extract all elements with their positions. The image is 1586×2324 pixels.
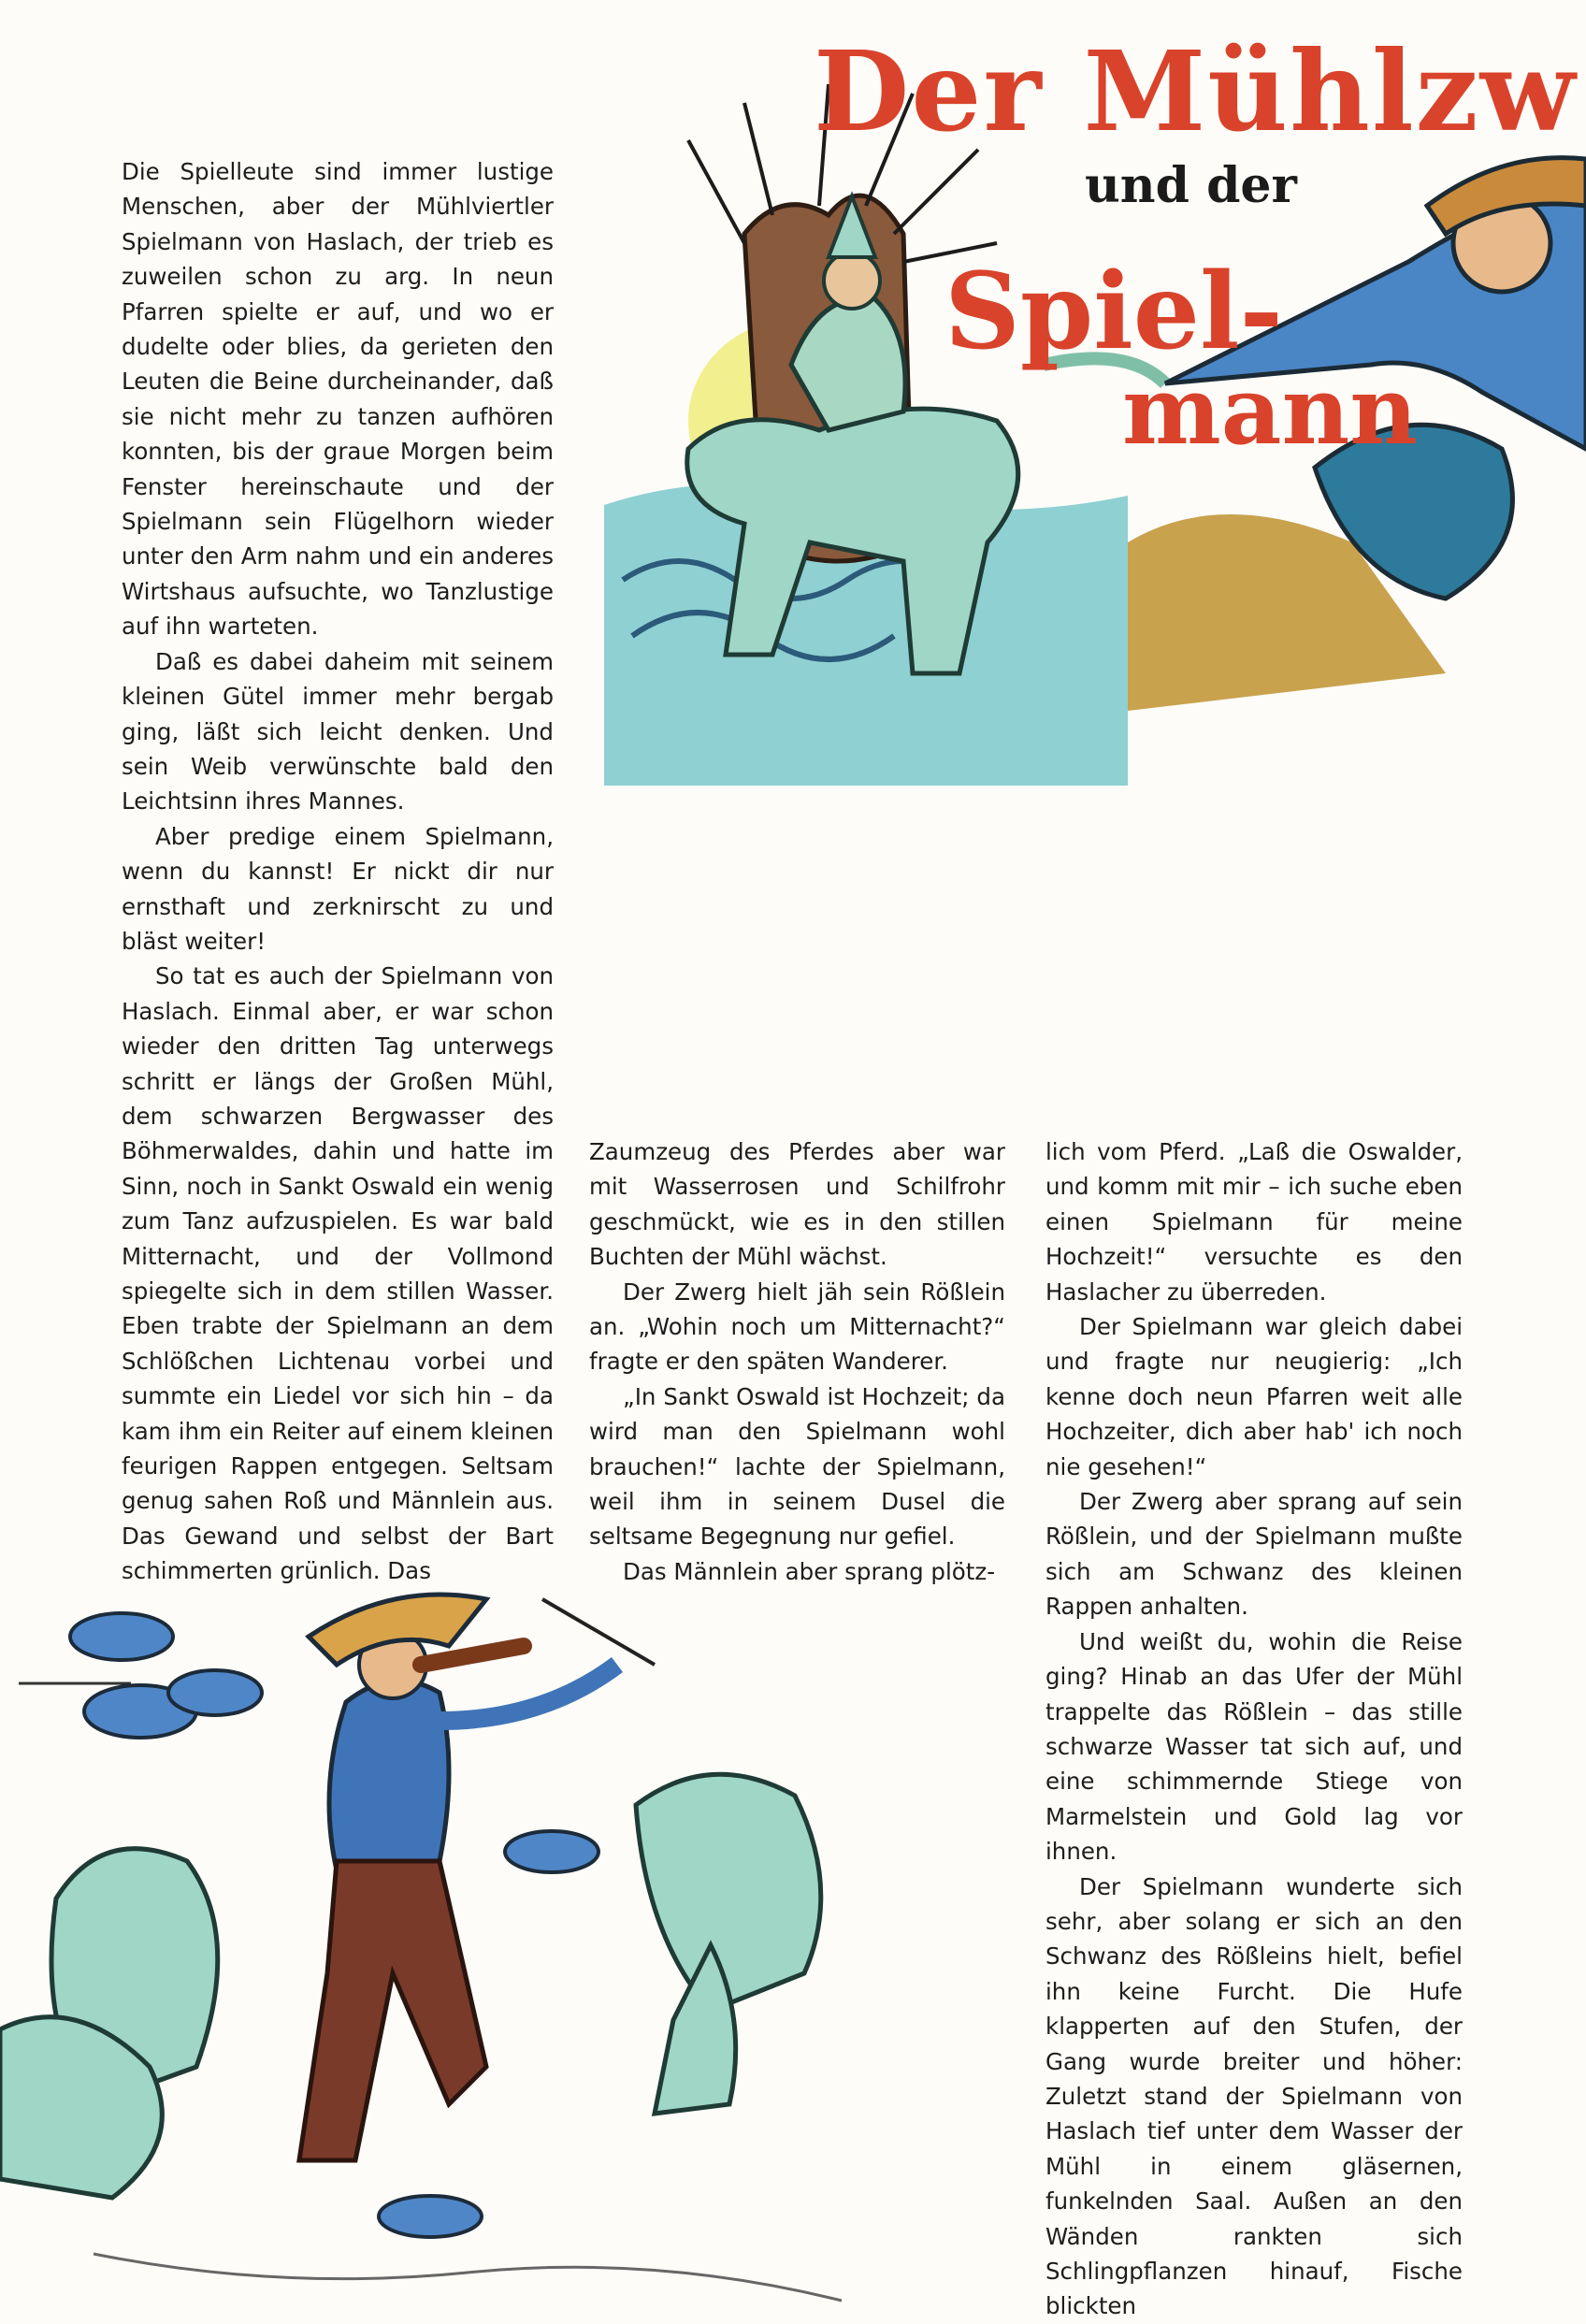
story-column-1: [122, 154, 554, 1589]
story-paragraph: Der Zwerg hielt jäh sein Rößlein an. „Wohin noch um Mitternacht?“ fragte er den späten Wanderer.: [589, 1277, 1005, 1376]
story-paragraph: Der Spielmann wunderte sich sehr, aber solang er sich an den Schwanz des Rößleins hielt, befiel ihn keine Furcht. Die Hufe klapperten auf den Stufen, der Gang wurde breiter und höher: Zuletzt stand der Spielmann von Haslach tief unter dem Wasser der Mühl in einem gläsernen, funkelnden Saal. Außen an den Wänden rankten sich Schlingpflanzen hinauf, Fische blickten: [1045, 1872, 1463, 2320]
story-paragraph: So tat es auch der Spielmann von Haslach. Einmal aber, er war schon wieder den dritten Tag unterwegs schritt er längs der Großen Mühl, dem schwarzen Bergwasser des Böhmerwaldes, dahin und hatte im Sinn, noch in Sankt Oswald ein wenig zum Tanz aufzuspielen. Es war bald Mitternacht, und der Vollmond spiegelte sich in dem stillen Wasser. Eben trabte der Spielmann an dem Schlößchen Lichtenau vorbei und summte ein Liedel vor sich hin – da kam ihm ein Reiter auf einem kleinen feurigen Rappen entgegen. Seltsam genug sahen Roß und Männlein aus. Das Gewand und selbst der Bart schimmerten grünlich. Das: [122, 962, 554, 1585]
story-paragraph: Zaumzeug des Pferdes aber war mit Wasserrosen und Schilfrohr geschmückt, wie es in den stillen Buchten der Mühl wächst.: [589, 1138, 1005, 1271]
story-paragraph: Daß es dabei daheim mit seinem kleinen Gütel immer mehr bergab ging, läßt sich leicht denken. Und sein Weib verwünschte bald den Leichtsinn ihres Mannes.: [122, 647, 554, 816]
title-line-1: Der Mühlzw: [814, 26, 1578, 156]
story-column-3: [1045, 1134, 1463, 2324]
title-line-4: mann: [1122, 355, 1419, 466]
title-line-2: und der: [1085, 157, 1297, 214]
story-column-2: [589, 1134, 1005, 1589]
story-paragraph: Der Spielmann war gleich dabei und fragte nur neugierig: „Ich kenne doch neun Pfarren weit alle Hochzeiter, dich aber hab' ich noch nie gesehen!“: [1045, 1313, 1463, 1480]
title-line-3: Spiel-: [944, 251, 1284, 373]
fiddler-dancing-with-dwarfs-illustration: [0, 1581, 1019, 2319]
story-paragraph: lich vom Pferd. „Laß die Oswalder, und komm mit mir – ich suche eben einen Spielmann für meine Hochzeit!“ versuchte es den Haslacher zu überreden.: [1045, 1138, 1463, 1306]
story-paragraph: Das Männlein aber sprang plötz-: [623, 1557, 996, 1585]
story-paragraph: Der Zwerg aber sprang auf sein Rößlein, und der Spielmann mußte sich am Schwanz des kleinen Rappen anhalten.: [1045, 1488, 1463, 1621]
story-paragraph: Die Spielleute sind immer lustige Menschen, aber der Mühlviertler Spielmann von Haslach, der trieb es zuweilen schon zu arg. In neun Pfarren spielte er auf, und wo er dudelte oder blies, da gerieten den Leuten die Beine durcheinander, daß sie nicht mehr zu tanzen aufhören konnten, bis der graue Morgen beim Fenster hereinschaute und der Spielmann sein Flügelhorn wieder unter den Arm nahm und ein anderes Wirtshaus aufsuchte, wo Tanzlustige auf ihn warteten.: [122, 158, 554, 641]
story-paragraph: „In Sankt Oswald ist Hochzeit; da wird man den Spielmann wohl brauchen!“ lachte der Spielmann, weil ihm in seinem Dusel die seltsame Begegnung nur gefiel.: [589, 1382, 1005, 1551]
story-paragraph: Aber predige einem Spielmann, wenn du kannst! Er nickt dir nur ernsthaft und zerknirscht zu und bläst weiter!: [122, 822, 554, 955]
story-paragraph: Und weißt du, wohin die Reise ging? Hinab an das Ufer der Mühl trappelte das Rößlein – das stille schwarze Wasser tat sich auf, und eine schimmernde Stiege von Marmelstein und Gold lag vor ihnen.: [1045, 1627, 1463, 1866]
